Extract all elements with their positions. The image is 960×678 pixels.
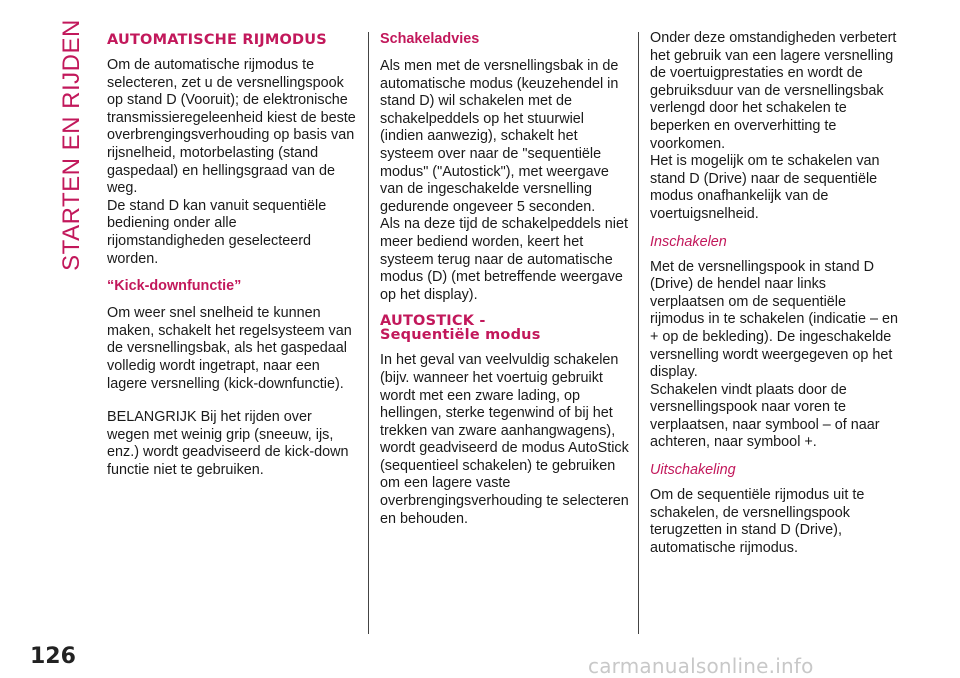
- heading-autostick-line2: Sequentiële modus: [380, 327, 541, 344]
- column-3: [650, 30, 900, 567]
- page-number: 126: [30, 644, 76, 669]
- paragraph: Met de versnellingspook in stand D (Drive) de hendel naar links verplaatsen om de sequentiële rijmodus in te schakelen (indicatie – en + op de bekleding). De ingeschakelde versnelling wordt weergegeven op het display.: [650, 258, 898, 381]
- paragraph-important: BELANGRIJK Bij het rijden over wegen met weinig grip (sneeuw, ijs, enz.) wordt geadviseerd de kick-down functie niet te gebruiken.: [107, 409, 349, 478]
- section-title: [52, 19, 92, 271]
- paragraph: Om de automatische rijmodus te selecteren, zet u de versnellingspook op stand D (Vooruit); de elektronische transmissieregeleenheid kiest de beste overbrengingsverhouding op basis van rijsnelheid, motorbelasting (stand gaspedaal) en hellingsgraad van de weg.: [107, 57, 356, 197]
- heading-autostick-line1: AUTOSTICK -: [380, 313, 486, 330]
- paragraph: Om de sequentiële rijmodus uit te schakelen, de versnellingspook terugzetten in stand D (Drive), automatische rijmodus.: [650, 487, 865, 556]
- heading-autostick: [380, 314, 630, 342]
- heading-kickdown: “Kick-downfunctie”: [107, 278, 242, 295]
- watermark: carmanualsonline.info: [588, 654, 814, 678]
- paragraph: Als men met de versnellingsbak in de automatische modus (keuzehendel in stand D) wil schakelen met de schakelpeddels op het stuurwiel (indien aanwezig), schakelt het systeem over naar de "sequentiële modus" ("Autostick"), met weergave van de ingeschakelde versnelling gedurende ongeveer 5 seconden.: [380, 58, 619, 215]
- column-2: [380, 30, 630, 538]
- paragraph: Schakelen vindt plaats door de versnellingspook naar voren te verplaatsen, naar symbool – of naar achteren, naar symbool +.: [650, 381, 880, 451]
- heading-shift-advice: Schakeladvies: [380, 31, 480, 47]
- paragraph: In het geval van veelvuldig schakelen (bijv. wanneer het voertuig gebruikt wordt met een zware lading, op hellingen, sterke tegenwind of bij het trekken van zware aanhangwagens), wordt geadviseerd de modus AutoStick (sequentieel schakelen) te gebruiken om een lagere vaste overbrengingsverhouding te selecteren en behouden.: [380, 352, 629, 527]
- heading-engage: Inschakelen: [650, 233, 727, 250]
- column-divider-1: [368, 32, 369, 634]
- heading-disengage: Uitschakeling: [650, 462, 736, 479]
- section-title-text: STARTEN EN RIJDEN: [58, 19, 85, 271]
- paragraph: De stand D kan vanuit sequentiële bediening onder alle rijomstandigheden geselecteerd worden.: [107, 197, 327, 267]
- paragraph: Als na deze tijd de schakelpeddels niet meer bediend worden, keert het systeem terug naar de automatische modus (D) (met betreffende weergave op het display).: [380, 216, 628, 303]
- paragraph: Het is mogelijk om te schakelen van stand D (Drive) naar de sequentiële modus onafhankelijk van de voertuigsnelheid.: [650, 153, 880, 222]
- heading-automatic-mode: AUTOMATISCHE RIJMODUS: [107, 32, 327, 48]
- paragraph: Om weer snel snelheid te kunnen maken, schakelt het regelsysteem van de versnellingsbak, als het gaspedaal volledig wordt ingetrapt, naar een lagere versnelling (kick-downfunctie).: [107, 305, 352, 392]
- paragraph: Onder deze omstandigheden verbetert het gebruik van een lagere versnelling de voertuigprestaties en wordt de gebruiksduur van de versnellingsbak verlengd door het schakelen te beperken en oververhitting te voorkomen.: [650, 30, 897, 152]
- column-divider-2: [638, 32, 639, 634]
- column-1: [107, 30, 357, 489]
